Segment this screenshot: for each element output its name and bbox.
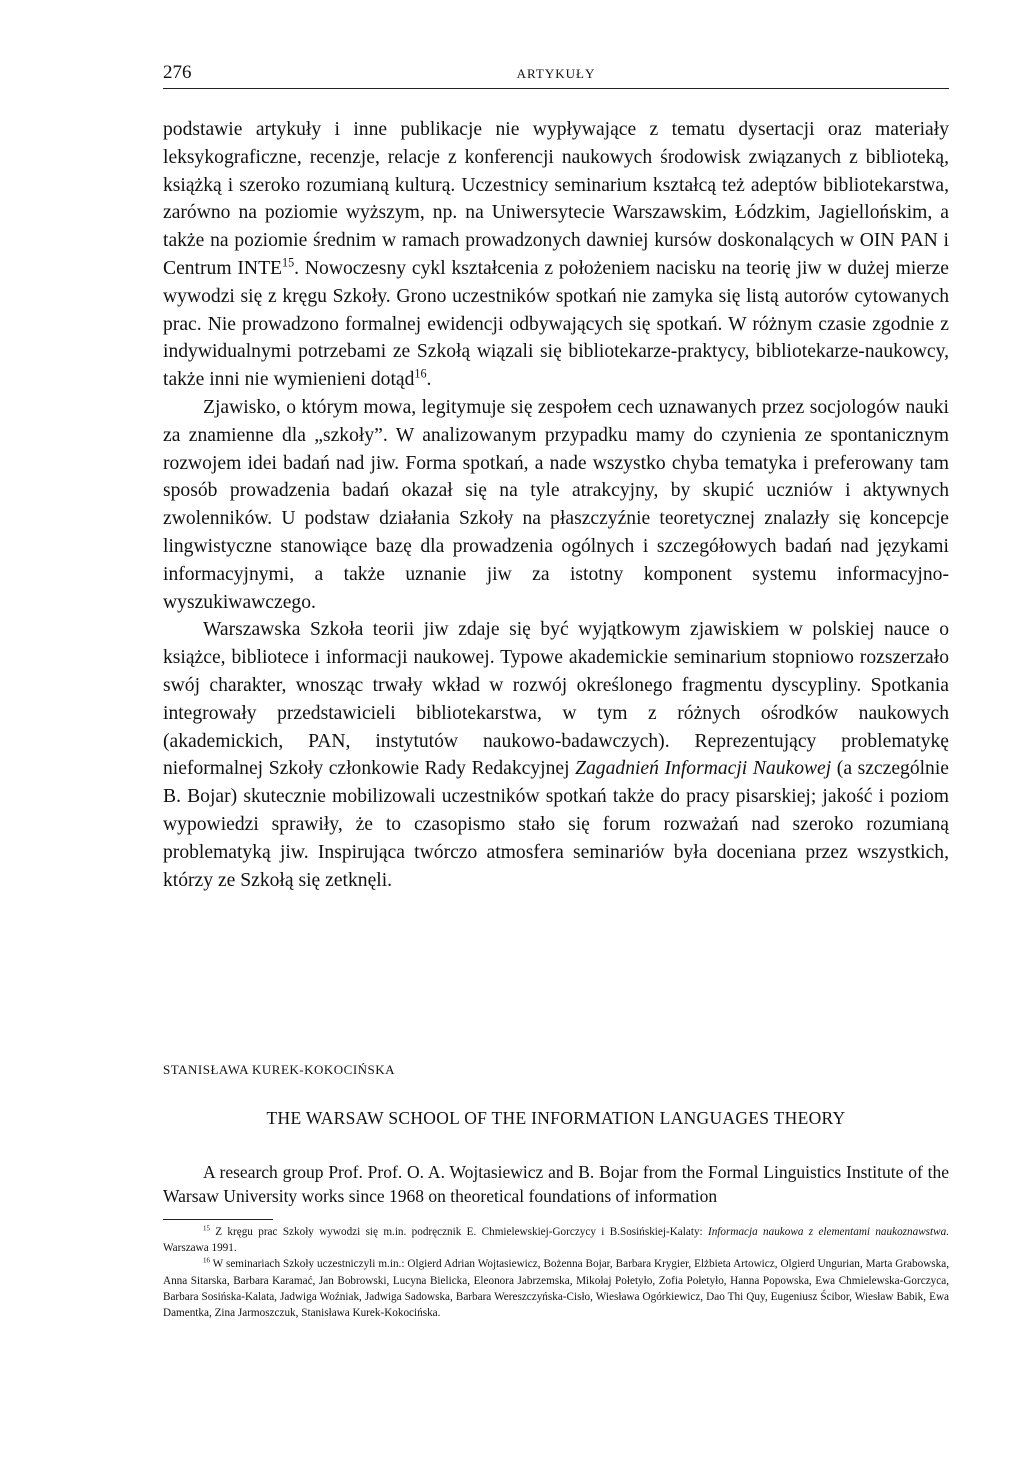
paragraph-1-text-c: .: [426, 369, 432, 391]
paragraph-3: [163, 616, 949, 894]
paragraph-2: Zjawisko, o którym mowa, legitymuje się zespołem cech uznawanych przez socjologów nauki za znamienne dla „szkoły”. W analizowanym przypadku mamy do czynienia ze spontanicznym rozwojem idei badań nad jiw. Forma spotkań, a nade wszystko chyba tematyka i preferowany tam sposób prowadzenia badań okazał się na tyle atrakcyjny, by skupić uczniów i aktywnych zwolenników. U podstaw działania Szkoły na płaszczyźnie teoretycznej znalazły się koncepcje lingwistyczne stanowiące bazę dla prowadzenia ogólnych i szczegółowych badań nad językami informacyjnymi, a także uznanie jiw za istotny komponent systemu informacyjno-wyszukiwawczego.: [163, 396, 949, 613]
footnote-15-number: 15: [203, 1224, 210, 1233]
paragraph-1: [163, 116, 949, 394]
footnote-divider: [163, 1219, 273, 1220]
english-abstract-text: A research group Prof. Prof. O. A. Wojtasiewicz and B. Bojar from the Formal Linguistics Institute of the Warsaw University works since 1968 on theoretical foundations of information: [163, 1162, 949, 1206]
footnote-15-italic: Informacja naukowa z elementami naukoznawstwa.: [707, 1226, 949, 1238]
page-number: 276: [163, 62, 192, 83]
paragraph-3-text-b: (a szczególnie B. Bojar) skutecznie mobilizowali uczestników spotkań także do pracy pisarskiej; jakość i poziom wypowiedzi sprawiły, że to czasopismo stało się forum rozważań nad szeroko rozumianą problematyką jiw. Inspirująca twórczo atmosfera seminariów była doceniana przez wszystkich, którzy ze Szkołą się zetknęli.: [163, 758, 949, 891]
footnote-16-number: 16: [203, 1256, 210, 1265]
footnote-16: [163, 1256, 949, 1321]
footnote-15: [163, 1224, 949, 1256]
article-body: [163, 116, 949, 894]
paragraph-1-text-b: . Nowoczesny cykl kształcenia z położeniem nacisku na teorię jiw w dużej mierze wywodzi się z kręgu Szkoły. Grono uczestników spotkań nie zamyka się listą autorów cytowanych prac. Nie prowadzono formalnej ewidencji odbywających się spotkań. W różnym czasie zgodnie z indywidualnymi potrzebami ze Szkołą wiązali się bibliotekarze-praktycy, bibliotekarze-naukowcy, także inni nie wymienieni dotąd: [163, 257, 949, 391]
english-title: THE WARSAW SCHOOL OF THE INFORMATION LANGUAGES THEORY: [266, 1108, 846, 1128]
footnote-15-text-a: Z kręgu prac Szkoły wywodzi się m.in. podręcznik E. Chmielewskiej-Gorczycy i B.Sosińskiej-Kalaty:: [209, 1226, 708, 1238]
footnotes: [163, 1224, 949, 1321]
footnote-ref-15[interactable]: 15: [282, 255, 295, 270]
footnote-16-text: W seminariach Szkoły uczestniczyli m.in.: Olgierd Adrian Wojtasiewicz, Bożenna Bojar, Barbara Krygier, Elżbieta Artowicz, Olgierd Ungurian, Marta Grabowska, Anna Sitarska, Barbara Karamać, Jan Bobrowski, Lucyna Bielicka, Eleonora Jabrzemska, Mikołaj Połetyło, Zofia Połetyło, Hanna Popowska, Ewa Chmielewska-Gorczyca, Barbara Sosińska-Kalata, Jadwiga Woźniak, Jadwiga Sadowska, Barbara Wereszczyńska-Cisło, Wiesława Ogórkiewicz, Dao Thi Quy, Eugeniusz Ścibor, Wiesław Babik, Ewa Damentka, Zina Jarmoszczuk, Stanisława Kurek-Kokocińska.: [163, 1258, 949, 1320]
paragraph-1-text-a: podstawie artykuły i inne publikacje nie wypływające z tematu dysertacji oraz materiały leksykograficzne, recenzje, relacje z konferencji naukowych środowisk związanych z biblioteką, książką i szeroko rozumianą kulturą. Uczestnicy seminarium kształcą też adeptów bibliotekarstwa, zarówno na poziomie wyższym, np. na Uniwersytecie Warszawskim, Łódzkim, Jagiellońskim, a także na poziomie średnim w ramach prowadzonych dawniej kursów doskonalących w OIN PAN i Centrum INTE: [163, 119, 949, 279]
page-header: [163, 62, 949, 89]
author-name: STANISŁAWA KUREK-KOKOCIŃSKA: [163, 1062, 396, 1077]
footnote-ref-16[interactable]: 16: [414, 366, 427, 381]
journal-title: Zagadnień Informacji Naukowej: [575, 758, 832, 780]
english-abstract: [163, 1160, 949, 1208]
footnote-15-text-b: Warszawa 1991.: [163, 1242, 237, 1255]
running-title: ARTYKUŁY: [516, 66, 596, 81]
paragraph-3-text-a: Warszawska Szkoła teorii jiw zdaje się być wyjątkowym zjawiskiem w polskiej nauce o książce, bibliotece i informacji naukowej. Typowe akademickie seminarium stopniowo rozszerzało swój charakter, wnosząc trwały wkład w rozwój określonego fragmentu dyscypliny. Spotkania integrowały przedstawicieli bibliotekarstwa, w tym z różnych ośrodków naukowych (akademickich, PAN, instytutów naukowo-badawczych). Reprezentujący problematykę nieformalnej Szkoły członkowie Rady Redakcyjnej: [163, 619, 949, 780]
